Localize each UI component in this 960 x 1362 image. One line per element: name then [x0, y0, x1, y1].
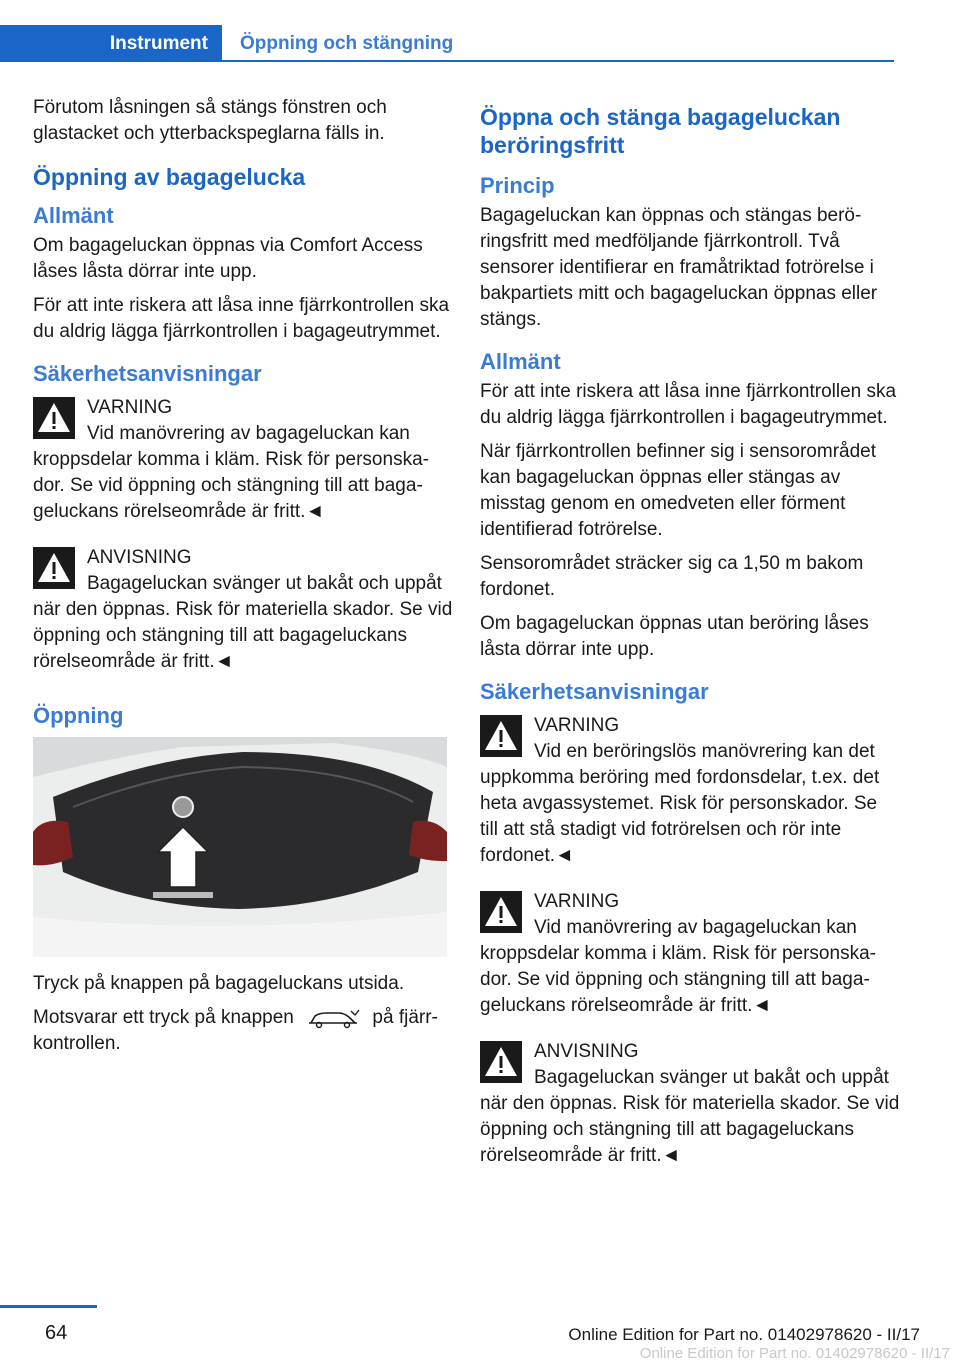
- warning-text: Vid en beröringslös manövrering kan det uppkomma beröring med fordonsdelar, t.ex. det heta avgassystemet. Risk för personskador. Se till att stå stadigt vid fotrörelsen och rör inte fordonet.◄: [480, 741, 880, 866]
- warning-title: VARNING: [87, 397, 173, 418]
- heading-general: Allmänt: [480, 349, 561, 374]
- notice-title: ANVISNING: [87, 547, 192, 568]
- warning-triangle-icon: [480, 891, 522, 933]
- page-header: [0, 0, 960, 64]
- warning-triangle-icon: [480, 715, 522, 757]
- general-text-1: Om bagageluckan öppnas via Comfort Access låses låsta dörrar inte upp.: [33, 235, 423, 282]
- header-rule: [222, 60, 894, 62]
- notice-text: Bagageluckan svänger ut bakåt och uppåt när den öppnas. Risk för materiella skador. Se vid öppning och stängning till att bagageluckans rörelseområde är fritt.◄: [480, 1067, 900, 1166]
- equivalent-text: Motsvarar ett tryck på knappen på fjärrkontrollen.: [33, 1007, 438, 1054]
- trunk-photo: [33, 737, 447, 957]
- warning-triangle-icon: [33, 397, 75, 439]
- heading-contactless: Öppna och stänga bagageluckan beröringsfritt: [480, 104, 841, 158]
- footer-rule: [0, 1305, 97, 1308]
- tab-opening-closing[interactable]: Öppning och stängning: [240, 33, 454, 54]
- warning-block: [480, 889, 900, 1019]
- edition-text: Online Edition for Part no. 01402978620 - II/17: [568, 1325, 920, 1344]
- general-text-2: När fjärrkontrollen befinner sig i sensorområdet kan bagageluckan öppnas eller stängas av misstag genom en omedveten eller förment identifierad fotrörelse.: [480, 441, 877, 540]
- notice-block: [480, 1039, 900, 1169]
- heading-principle: Princip: [480, 173, 555, 198]
- page-number: 64: [45, 1322, 68, 1344]
- warning-triangle-icon: [33, 547, 75, 589]
- warning-text: Vid manövrering av bagageluckan kan kroppsdelar komma i kläm. Risk för personskador. Se vid öppning och stängning till att bagageluckans rörelseområde är fritt.◄: [480, 917, 876, 1016]
- warning-title: VARNING: [534, 715, 620, 736]
- heading-opening: Öppning: [33, 703, 124, 728]
- tab-instrument[interactable]: Instrument: [0, 25, 222, 62]
- notice-title: ANVISNING: [534, 1041, 639, 1062]
- general-text-2: För att inte riskera att låsa inne fjärrkontrollen ska du aldrig lägga fjärrkontrollen i bagageutrymmet.: [33, 295, 450, 342]
- heading-safety: Säkerhetsanvisningar: [480, 679, 709, 704]
- press-button-text: Tryck på knappen på bagageluckans utsida.: [33, 973, 405, 994]
- heading-general: Allmänt: [33, 203, 114, 228]
- intro-text: Förutom låsningen så stängs fönstren och glastacket och ytterbackspeglarna fälls in.: [33, 97, 387, 144]
- general-text-1: För att inte riskera att låsa inne fjärrkontrollen ska du aldrig lägga fjärrkontrollen i bagageutrymmet.: [480, 381, 897, 428]
- watermark: Online Edition for Part no. 01402978620 - II/17: [639, 1345, 950, 1362]
- general-text-3: Sensorområdet sträcker sig ca 1,50 m bakom fordonet.: [480, 553, 864, 600]
- car-trunk-icon: [305, 1007, 361, 1029]
- heading-open-trunk: Öppning av bagagelucka: [33, 164, 306, 190]
- notice-text: Bagageluckan svänger ut bakåt och uppåt när den öppnas. Risk för materiella skador. Se vid öppning och stängning till att bagageluckans rörelseområde är fritt.◄: [33, 573, 453, 672]
- heading-safety: Säkerhetsanvisningar: [33, 361, 262, 386]
- principle-text: Bagageluckan kan öppnas och stängas beröringsfritt med medföljande fjärrkontroll. Två sensorer identifierar en framåtriktad fotrörelse i bakpartiets mitt och bagageluckan öppnas eller stängs.: [480, 205, 878, 330]
- warning-block: [33, 395, 453, 525]
- warning-title: VARNING: [534, 891, 620, 912]
- warning-text: Vid manövrering av bagageluckan kan kroppsdelar komma i kläm. Risk för personskador. Se vid öppning och stängning till att bagageluckans rörelseområde är fritt.◄: [33, 423, 429, 522]
- notice-block: [33, 545, 453, 675]
- warning-block: [480, 713, 900, 869]
- warning-triangle-icon: [480, 1041, 522, 1083]
- right-column: [480, 95, 900, 1189]
- general-text-4: Om bagageluckan öppnas utan beröring låses låsta dörrar inte upp.: [480, 613, 869, 660]
- left-column: [33, 95, 453, 1065]
